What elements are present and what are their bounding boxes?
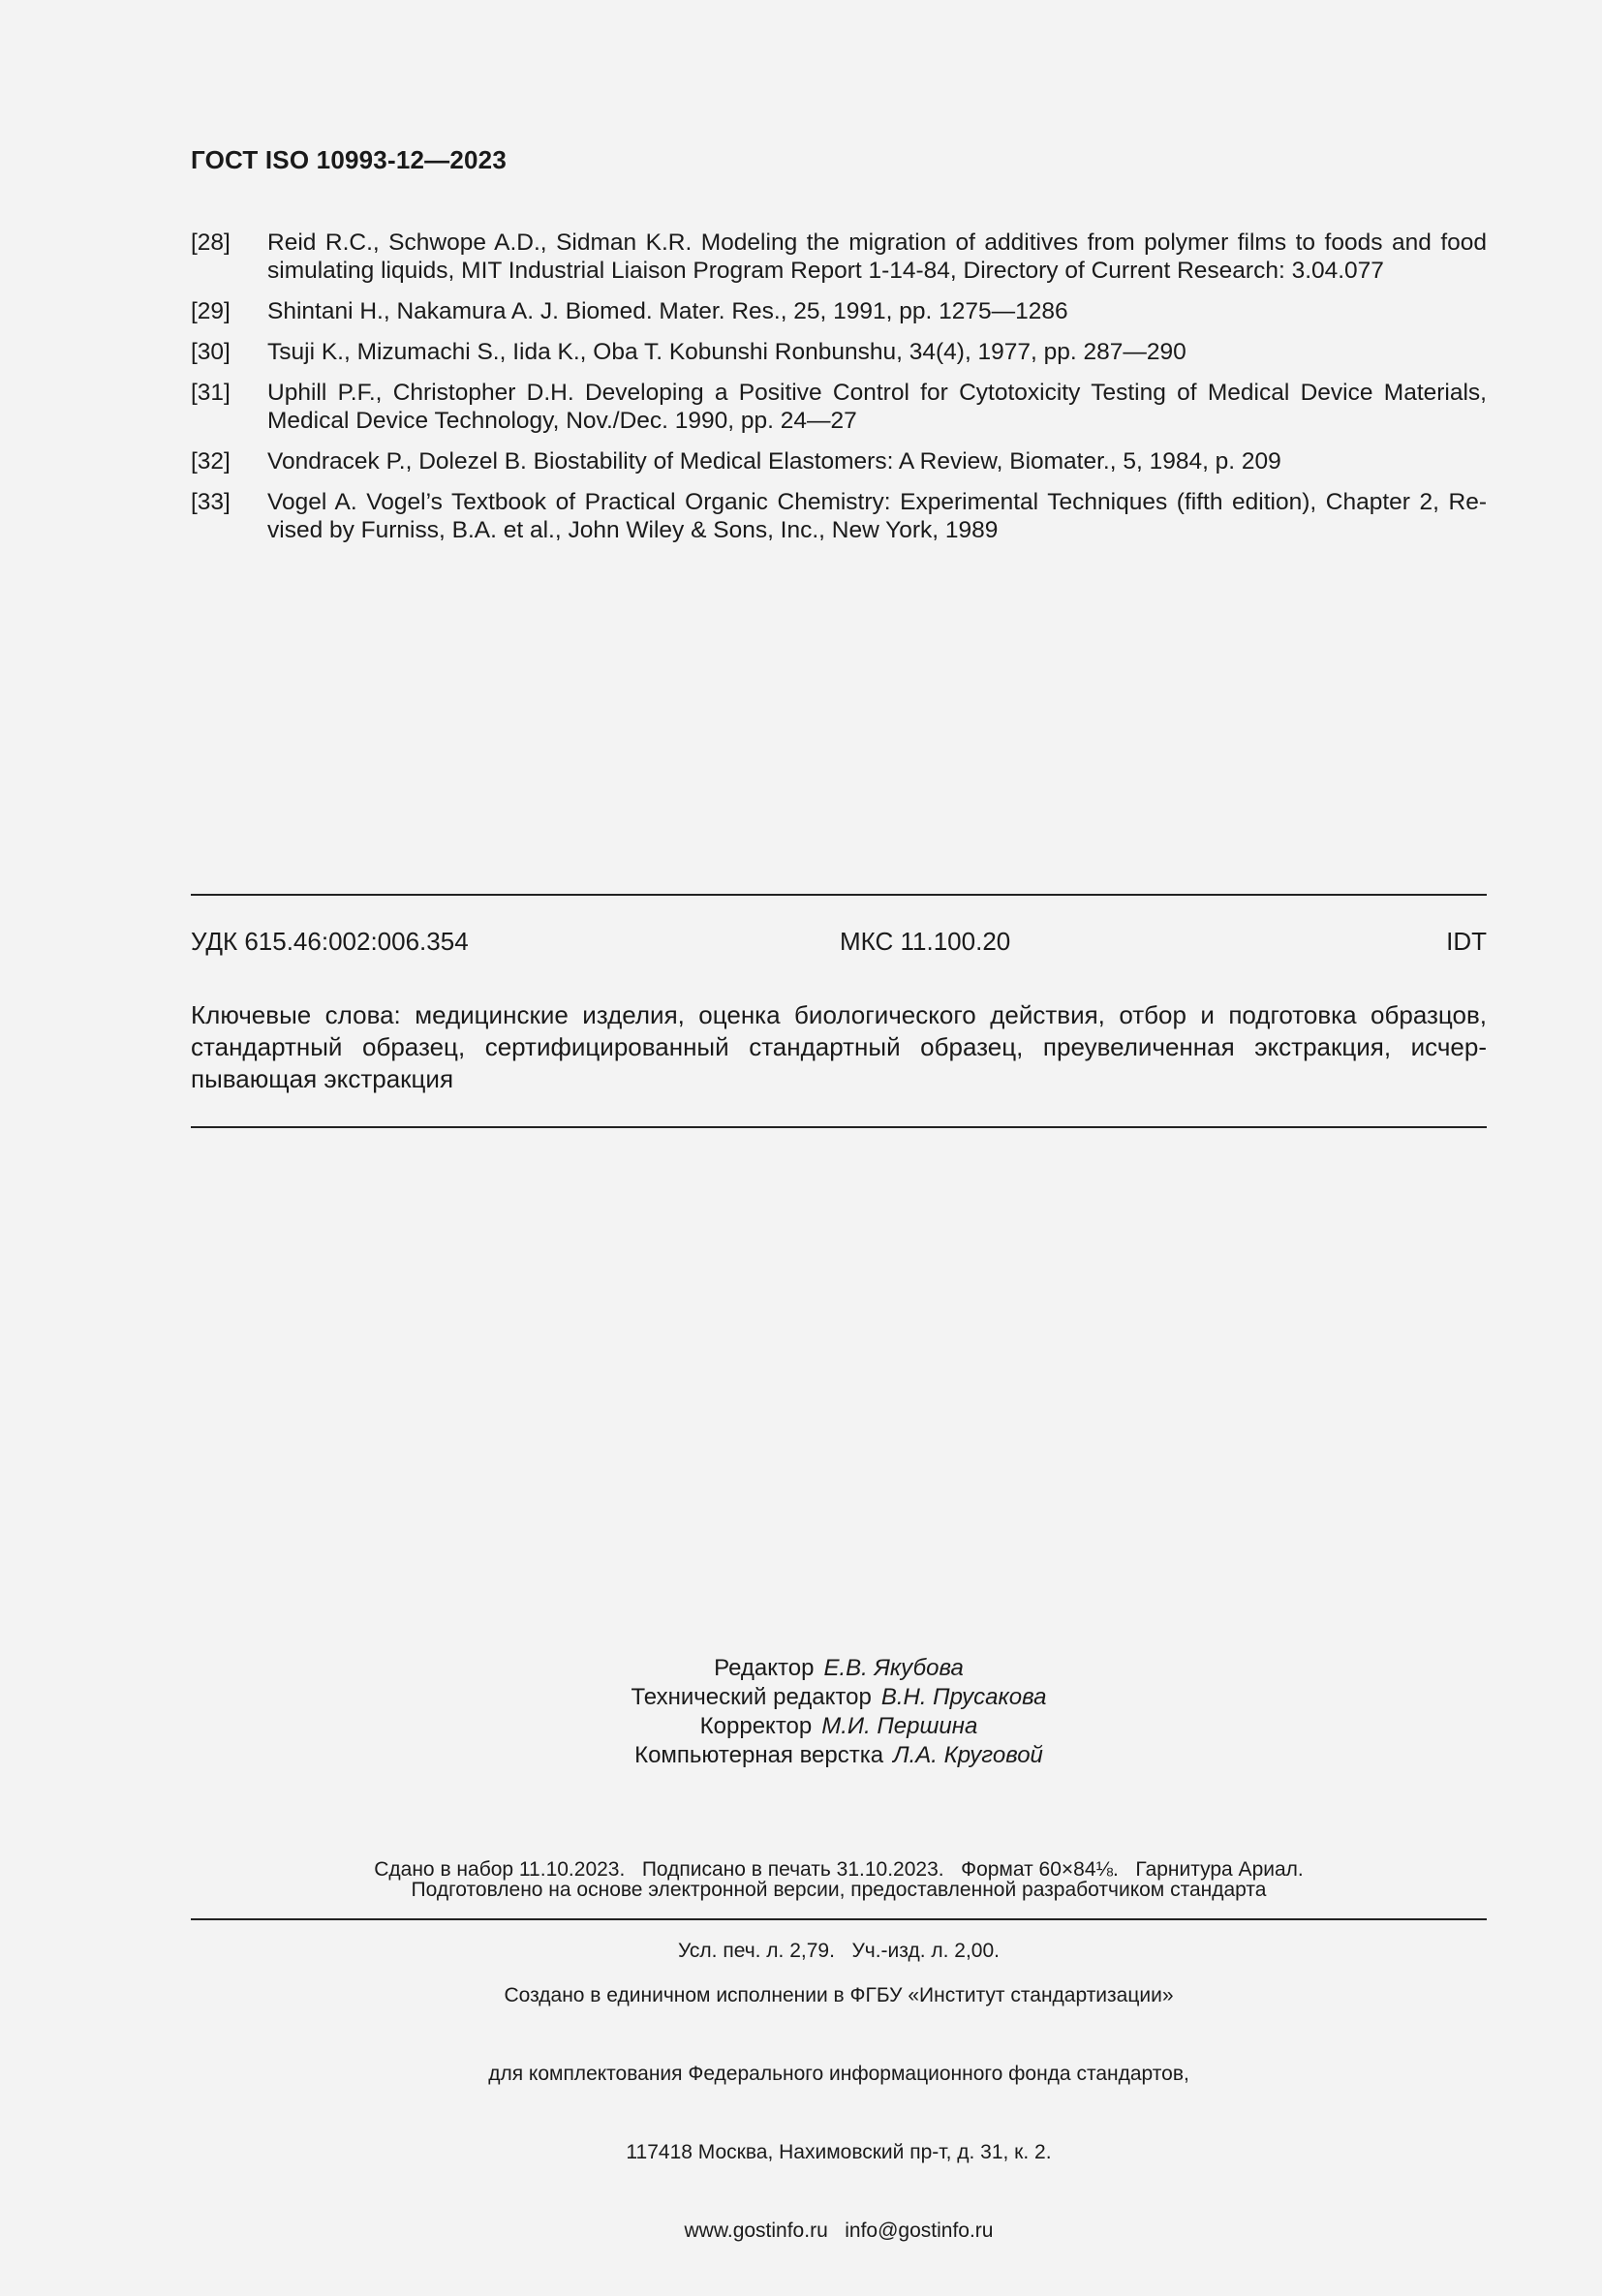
reference-number: [30] (191, 339, 231, 365)
reference-text: Vogel A. Vogel’s Textbook of Practical Organic Chemistry: Experimental Techniques (fifth edition), Chapter 2, Re-vised by Furniss, B.A. et al., John Wiley & Sons, Inc., New York, 1989 (267, 489, 1487, 543)
credit-name: М.И. Першина (821, 1713, 978, 1739)
divider-bottom (191, 1126, 1487, 1128)
reference-item (191, 379, 1487, 435)
reference-list (191, 229, 1487, 557)
reference-text: Tsuji K., Mizumachi S., Iida K., Oba T. Kobunshi Ronbunshu, 34(4), 1977, pp. 287—290 (267, 339, 1186, 365)
divider-top (191, 894, 1487, 896)
reference-text: Uphill P.F., Christopher D.H. Developing a Positive Control for Cytotoxicity Testing of Medical Device Materials, Medical Device Technology, Nov./Dec. 1990, pp. 24—27 (267, 380, 1487, 434)
credit-role: Технический редактор (631, 1684, 872, 1710)
reference-item (191, 229, 1487, 285)
reference-item (191, 297, 1487, 325)
reference-number: [31] (191, 380, 231, 406)
document-header: ГОСТ ISO 10993-12—2023 (191, 145, 507, 174)
credit-line (191, 1741, 1487, 1770)
credit-line (191, 1683, 1487, 1712)
classification-row (191, 927, 1487, 957)
credit-role: Компьютерная верстка (634, 1742, 884, 1768)
prepared-note: Подготовлено на основе электронной версии, предоставленной разработчиком стандарта (411, 1879, 1267, 1901)
mks-code: МКС 11.100.20 (840, 927, 1011, 956)
created-line: для комплектования Федерального информационного фонда стандартов, (488, 2063, 1189, 2085)
keywords: Ключевые слова: медицинские изделия, оценка биологического действия, отбор и подготовка образцов, стандартный образец, сертифицированный стандартный образец, преувеличенная экстракция, исчер-пывающая экстракция (191, 1000, 1487, 1093)
reference-text: Shintani H., Nakamura A. J. Biomed. Mater. Res., 25, 1991, pp. 1275—1286 (267, 298, 1068, 324)
created-line: Создано в единичном исполнении в ФГБУ «Институт стандартизации» (504, 1984, 1174, 2006)
credit-line (191, 1654, 1487, 1683)
credit-name: В.Н. Прусакова (880, 1684, 1047, 1710)
reference-number: [28] (191, 230, 231, 256)
idt-code: IDT (1446, 927, 1487, 956)
reference-text: Vondracek P., Dolezel B. Biostability of Medical Elastomers: A Review, Biomater., 5, 1984, p. 209 (267, 448, 1281, 475)
print-info-line: Сдано в набор 11.10.2023. Подписано в печать 31.10.2023. Формат 60×84⅛. Гарнитура Ариал. (374, 1858, 1304, 1881)
reference-number: [29] (191, 298, 231, 324)
document-page (191, 0, 1487, 2265)
reference-number: [33] (191, 489, 231, 515)
reference-item (191, 338, 1487, 366)
created-block (191, 1930, 1487, 2296)
credit-line (191, 1712, 1487, 1741)
print-info-line: Усл. печ. л. 2,79. Уч.-изд. л. 2,00. (677, 1940, 1000, 1962)
reference-text: Reid R.C., Schwope A.D., Sidman K.R. Modeling the migration of additives from polymer films to foods and food simulating liquids, MIT Industrial Liaison Program Report 1-14-84, Directory of Current Research: 3.04.077 (267, 230, 1487, 284)
credit-name: Е.В. Якубова (823, 1655, 964, 1681)
credits-block (191, 1654, 1487, 1770)
reference-item (191, 488, 1487, 544)
created-contacts: www.gostinfo.ru info@gostinfo.ru (684, 2219, 994, 2242)
reference-number: [32] (191, 448, 231, 475)
credit-role: Корректор (699, 1713, 813, 1739)
created-line: 117418 Москва, Нахимовский пр-т, д. 31, к. 2. (626, 2141, 1052, 2163)
credit-name: Л.А. Круговой (893, 1742, 1043, 1768)
udk-code: УДК 615.46:002:006.354 (191, 927, 469, 956)
reference-item (191, 447, 1487, 475)
credit-role: Редактор (714, 1655, 815, 1681)
divider-footer (191, 1918, 1487, 1920)
